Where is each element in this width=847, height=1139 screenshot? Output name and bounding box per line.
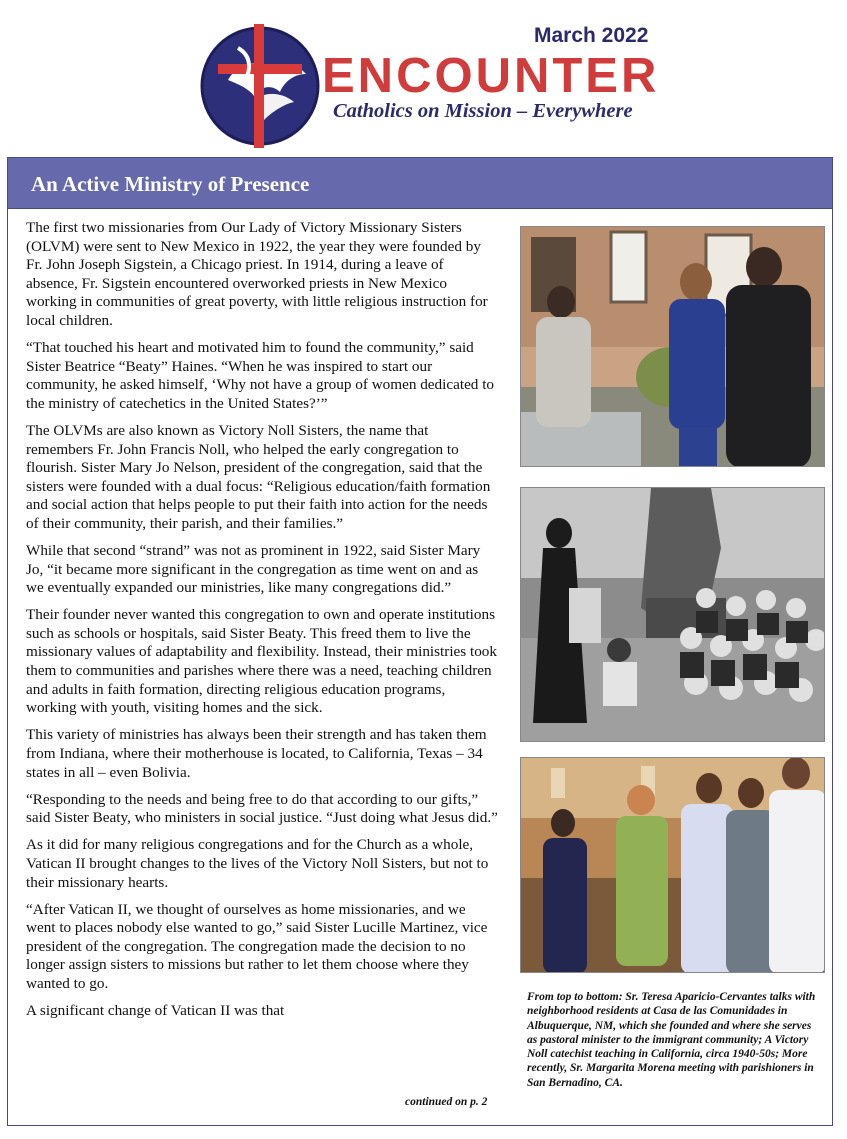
cross-globe-dove-icon xyxy=(198,22,326,150)
newsletter-name: ENCOUNTER xyxy=(322,49,660,103)
continued-note: continued on p. 2 xyxy=(405,1096,488,1108)
article-title: An Active Ministry of Presence xyxy=(31,172,310,196)
article-paragraph: A significant change of Vatican II was that xyxy=(26,1002,285,1020)
newsletter-tagline: Catholics on Mission – Everywhere xyxy=(333,100,633,122)
article-paragraph: The first two missionaries from Our Lady of Victory Missionary Sisters (OLVM) were sent to New Mexico in 1922, the year they were founded by Fr. John Joseph Sigstein, a Chicago priest. In 1914, during a leave of absence, Fr. Sigstein encountered overworked priests in New Mexico working in communities of great poverty, with little religious instruction for local children. xyxy=(26,219,488,329)
photo-parishioners-meeting xyxy=(520,757,825,973)
photo-caption: From top to bottom: Sr. Teresa Aparicio-Cervantes talks with neighborhood residents at Casa de las Comunidades in Albuquerque, NM, which she founded and where she serves as pastoral minister to the immigrant community; A Victory Noll catechist teaching in California, circa 1940-50s; More recently, Sr. Margarita Morena meeting with parishioners in San Bernadino, CA. xyxy=(527,991,816,1089)
masthead xyxy=(0,0,847,150)
article-paragraph: “After Vatican II, we thought of ourselves as home missionaries, and we went to places nobody else wanted to go,” said Sister Lucille Martinez, vice president of the congregation. The congregation made the decision to no longer assign sisters to missions but rather to let them choose where they wanted to go. xyxy=(26,900,488,992)
issue-date: March 2022 xyxy=(534,24,649,47)
photo-casa-de-las-comunidades xyxy=(520,226,825,467)
article-paragraph: While that second “strand” was not as prominent in 1922, said Sister Mary Jo, “it became more significant in the congregation as time went on and as we eventually expanded our ministries, like many congregations did.” xyxy=(26,542,481,597)
article-body xyxy=(26,219,498,1029)
article-paragraph: As it did for many religious congregations and for the Church as a whole, Vatican II brought changes to the lives of the Victory Noll Sisters, but not to their missionary hearts. xyxy=(26,836,489,891)
photo-catechist-teaching xyxy=(520,487,825,742)
article-paragraph: This variety of ministries has always been their strength and has taken them from Indiana, where their motherhouse is located, to California, Texas – 34 states in all – even Bolivia. xyxy=(26,726,487,781)
article-title-banner xyxy=(7,157,833,209)
article-paragraph: “Responding to the needs and being free to do that according to our gifts,” said Sister Beaty, who ministers in social justice. “Just doing what Jesus did.” xyxy=(26,790,498,827)
article-paragraph: “That touched his heart and motivated him to found the community,” said Sister Beatrice “Beaty” Haines. “When he was inspired to start our community, he asked himself, ‘Why not have a group of women dedicated to the ministry of catechetics in the United States?’” xyxy=(26,339,495,412)
article-paragraph: Their founder never wanted this congregation to own and operate institutions such as schools or hospitals, said Sister Beaty. This freed them to live the missionary values of adaptability and flexibility. Instead, their ministries took them to communities and parishes where there was a need, teaching children and adults in faith formation, directing religious education programs, working with youth, visiting homes and the sick. xyxy=(26,606,497,717)
article-paragraph: The OLVMs are also known as Victory Noll Sisters, the name that remembers Fr. John Francis Noll, who helped the early congregation to flourish. Sister Mary Jo Nelson, president of the congregation, said that the sisters were founded with a dual focus: “Religious education/faith formation and social action that helps people to put their faith into action for the needs of their community, their parish, and their families.” xyxy=(26,421,491,532)
